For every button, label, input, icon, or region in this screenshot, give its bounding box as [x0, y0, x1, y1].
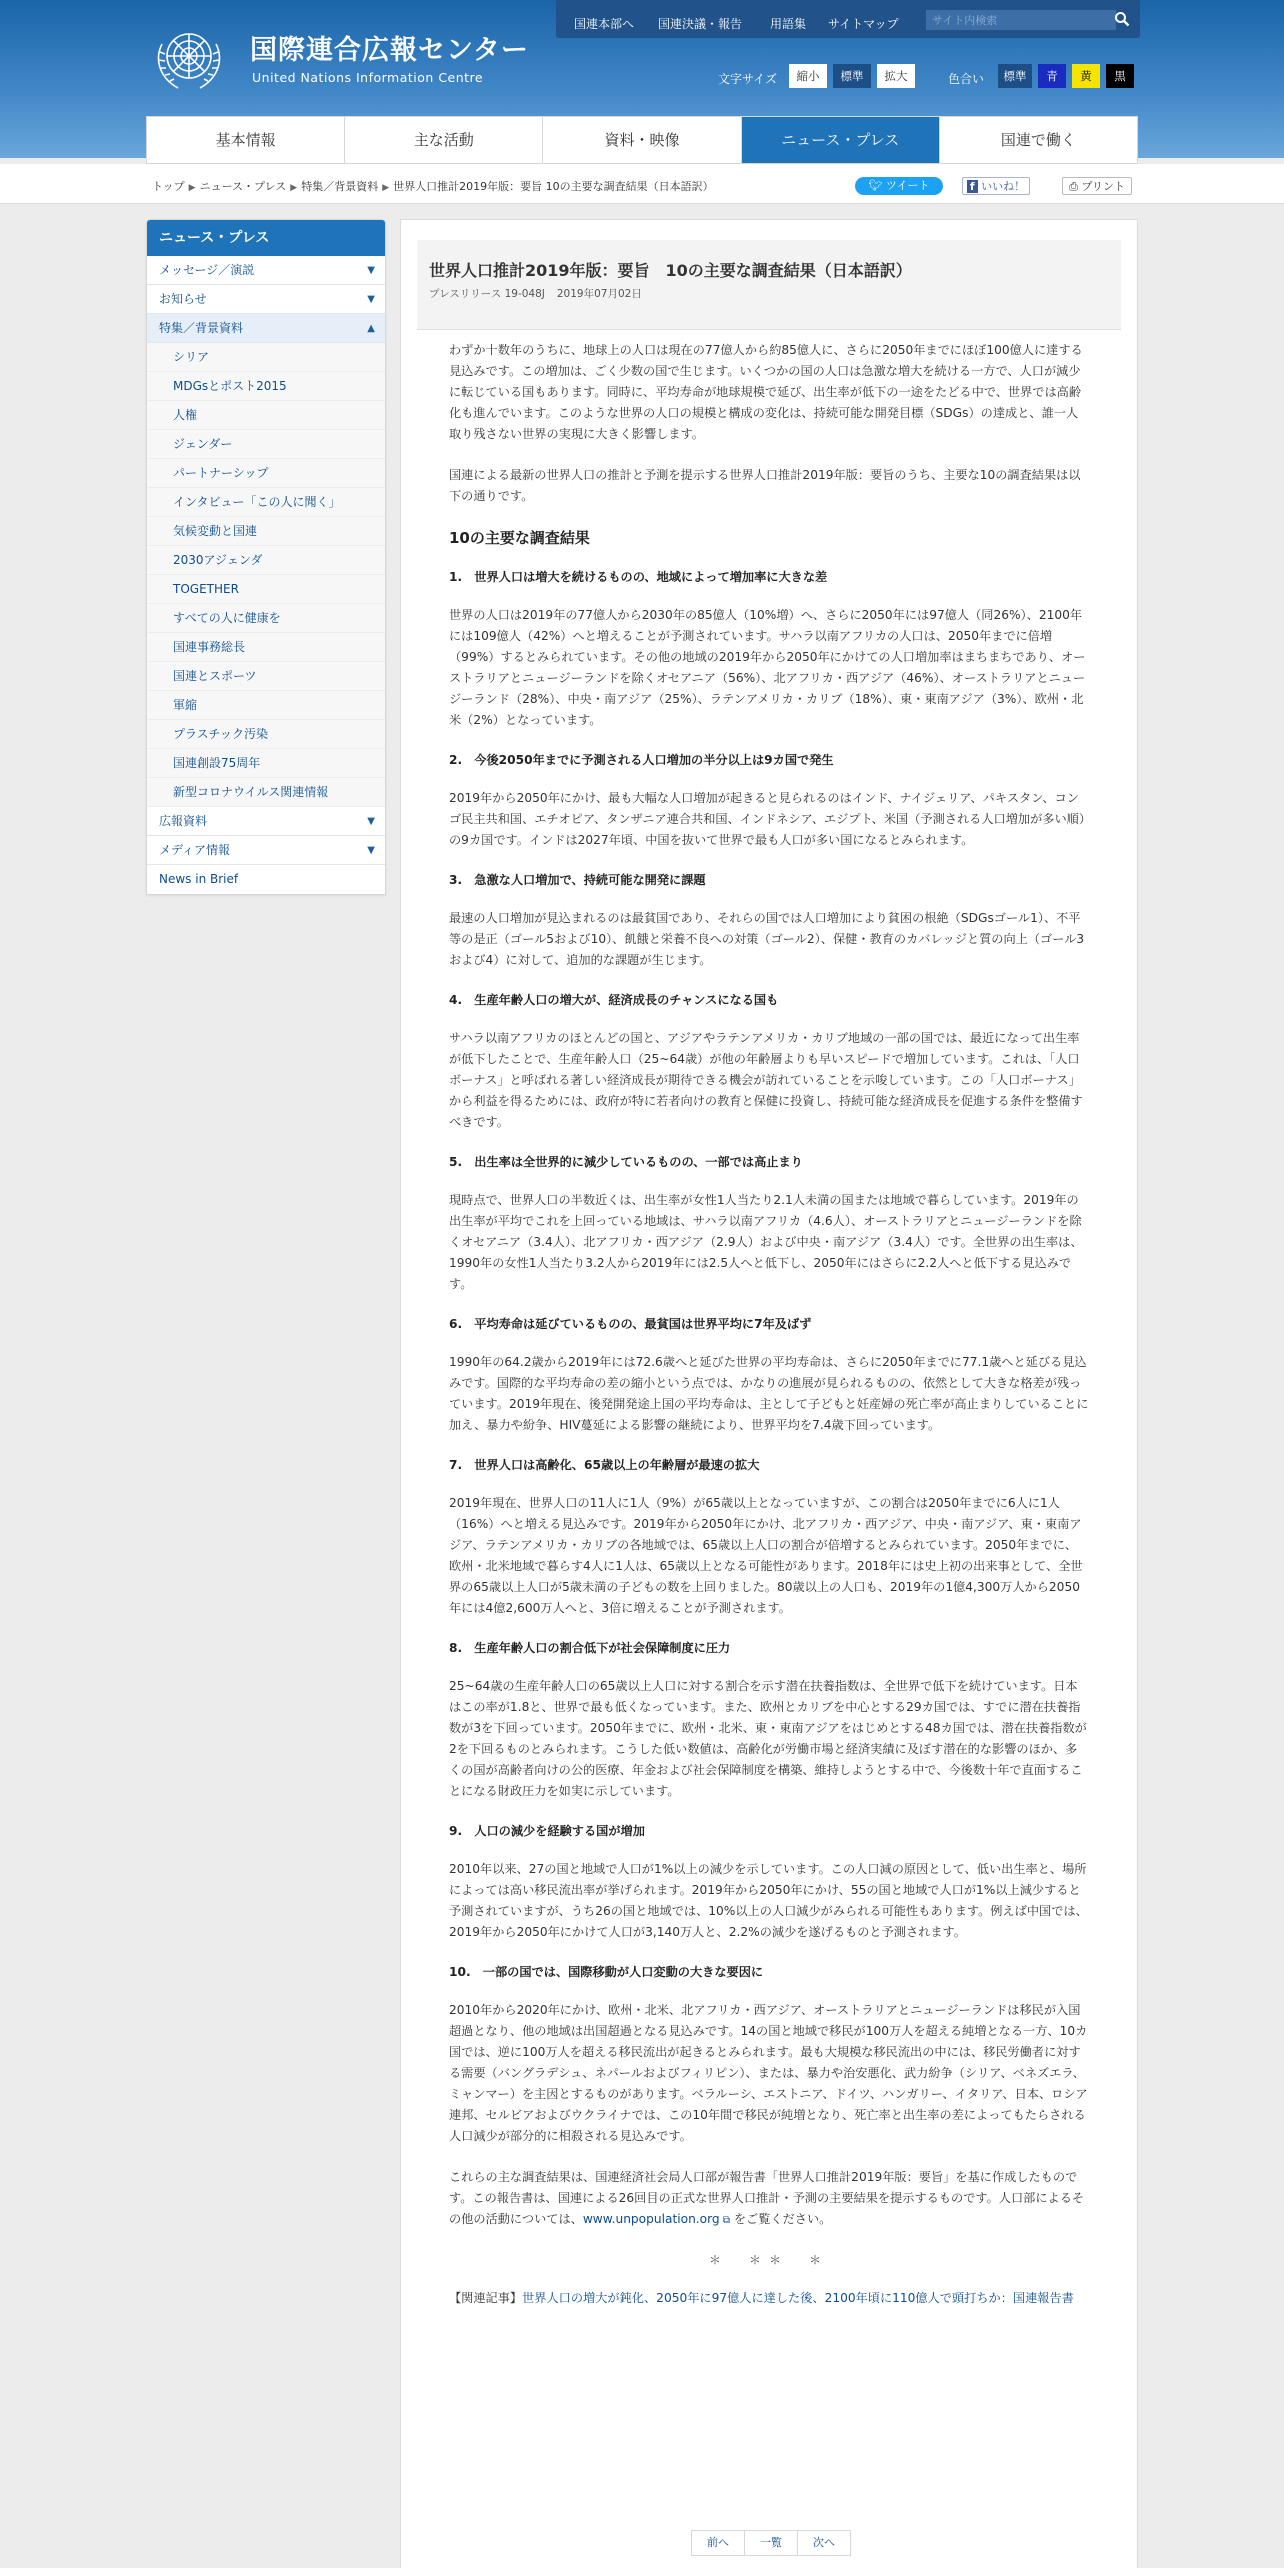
sidebar-subitem-human-rights[interactable]: 人権: [147, 401, 385, 430]
link-sitemap[interactable]: サイトマップ: [828, 17, 899, 31]
unpopulation-link[interactable]: www.unpopulation.org: [582, 2212, 720, 2226]
nav-main-activities[interactable]: 主な活動: [345, 117, 543, 163]
print-button[interactable]: [1062, 177, 1132, 195]
facebook-icon: f: [967, 180, 978, 193]
breadcrumb-current: 世界人口推計2019年版：要旨 10の主要な調査結果（日本語訳）: [393, 180, 714, 193]
closing-text-end: をご覧ください。: [729, 2212, 832, 2226]
search-icon: [1114, 11, 1130, 27]
site-subtitle: United Nations Information Centre: [252, 70, 484, 85]
sidebar: [146, 219, 386, 895]
sidebar-subitem-disarmament[interactable]: 軍縮: [147, 691, 385, 720]
list-button[interactable]: 一覧: [745, 2531, 798, 2555]
release-number: プレスリリース 19-048J: [429, 288, 545, 300]
finding-heading: 6. 平均寿命は延びているものの、最貧国は世界平均に7年及ばず: [449, 1317, 812, 1331]
intro-paragraph: わずか十数年のうちに、地球上の人口は現在の77億人から約85億人に、さらに2050年までにほぼ100億人に達する見込みです。この増加は、ごく少数の国で生じます。いくつかの国の人口は急激な増大を続ける一方で、人口が減少に転じている国もあります。同時に、平均寿命が地球規模で延び、出生率が低下の一途をたどる中で、世界では高齢化も進んでいます。このような世界の人口の規模と構成の変化は、持続可能な開発目標（SDGs）の達成と、誰一人取り残さない世界の実現に大きく影響します。: [449, 343, 1083, 441]
tweet-button[interactable]: [855, 177, 943, 195]
main-navigation: [146, 116, 1138, 164]
nav-basic-info[interactable]: 基本情報: [147, 117, 345, 163]
chevron-down-icon: ▼: [367, 845, 375, 856]
finding-text: 世界の人口は2019年の77億人から2030年の85億人（10%増）へ、さらに2050年には97億人（同26%）、2100年には109億人（42%）へと増えることが予測されています。サハラ以南アフリカの人口は、2050年までに倍増（99%）するとみられています。その他の地域の2019年から2050年にかけての人口増加率はまちまちであり、オーストラリアとニュージーランドを除くオセアニア（56%）、北アフリカ・西アジア（46%）、オーストラリアとニュージーランド（28%）、中央・南アジア（25%）、ラテンアメリカ・カリブ（18%）、東・東南アジア（3%）、欧州・北米（2%）となっています。: [449, 608, 1086, 727]
sidebar-subitem-together[interactable]: TOGETHER: [147, 575, 385, 604]
chevron-down-icon: ▼: [367, 816, 375, 827]
finding-text: 1990年の64.2歳から2019年には72.6歳へと延びた世界の平均寿命は、さらに2050年までに77.1歳へと延びる見込みです。国際的な平均寿命の差の縮小という点では、かなりの進展が見られるものの、依然として大きな格差が残っています。2019年現在、後発開発途上国の平均寿命は、主として子どもと妊産婦の死亡率が高止まりしていることに加え、暴力や紛争、HIV蔓延による影響の継続により、世界平均を7.4歳下回っています。: [449, 1355, 1089, 1432]
sidebar-heading: ニュース・プレス: [147, 220, 385, 256]
print-label: プリント: [1081, 180, 1125, 193]
finding-text: 2010年以来、27の国と地域で人口が1%以上の減少を示しています。この人口減の原因として、低い出生率と、場所によっては高い移民流出率が挙げられます。2019年から2050年にかけ、55の国と地域で人口が1%以上減少すると予測されていますが、うち26の国と地域では、10%以上の人口減少がみられる可能性もあります。例えば中国では、2019年から2050年にかけて人口が3,140万人と、2.2%の減少を遂げるものと予測されます。: [449, 1862, 1088, 1939]
color-standard-button[interactable]: 標準: [998, 64, 1032, 88]
search-input[interactable]: [926, 10, 1116, 30]
finding-text: 2019年から2050年にかけ、最も大幅な人口増加が起きると見られるのはインド、ナイジェリア、パキスタン、コンゴ民主共和国、エチオピア、タンザニア連合共和国、インドネシア、エジプト、米国（予測される人口増加が多い順）の9カ国です。インドは2027年頃、中国を抜いて世界で最も人口が多い国になるとみられます。: [449, 791, 1085, 847]
finding-heading: 4. 生産年齢人口の増大が、経済成長のチャンスになる国も: [449, 993, 779, 1007]
article-meta: [429, 286, 654, 301]
nav-work-at-un[interactable]: 国連で働く: [1000, 131, 1076, 149]
sidebar-subitem-plastic[interactable]: プラスチック汚染: [147, 720, 385, 749]
finding-heading: 1. 世界人口は増大を続けるものの、地域によって増加率に大きな差: [449, 570, 828, 584]
finding-heading: 10. 一部の国では、国際移動が人口変動の大きな要因に: [449, 1965, 764, 1979]
finding-text: 現時点で、世界人口の半数近くは、出生率が女性1人当たり2.1人未満の国または地域で暮らしています。2019年の出生率が平均でこれを上回っている地域は、サハラ以南アフリカ（4.6人）、オーストラリアとニュージーランドを除くオセアニア（3.4人）、北アフリカ・西アジア（2.9人）および中央・南アジア（3.4人）です。全世界の出生率は、1990年の女性1人当たり3.2人から2019年には2.5人へと低下し、2050年にはさらに2.2人へと低下する見込みです。: [449, 1193, 1083, 1291]
sidebar-item-media[interactable]: [147, 836, 385, 865]
search-button[interactable]: [1112, 10, 1132, 30]
finding-text: 2019年現在、世界人口の11人に1人（9%）が65歳以上となっていますが、この割合は2050年までに6人に1人（16%）へと増える見込みです。2019年から2050年にかけ、北アフリカ・西アジア、中央・南アジア、東・東南アジア、ラテンアメリカ・カリブの各地域では、65歳以上人口の割合が倍増するとみられています。2050年までに、欧州・北米地域で暮らす4人に1人は、65歳以上となる可能性があります。2018年には史上初の出来事として、全世界の65歳以上人口が5歳未満の子どもの数を上回りました。80歳以上の人口も、2019年の1億4,300万人から2050年には4億2,600万人へと、3倍に増えることが予測されます。: [449, 1496, 1083, 1615]
sidebar-item-label: メッセージ／演説: [159, 263, 255, 277]
related-article: [449, 2288, 1089, 2309]
twitter-bird-icon: 🐦︎: [868, 179, 883, 192]
sidebar-item-publications[interactable]: [147, 807, 385, 836]
sidebar-subitem-un75[interactable]: 国連創設75周年: [147, 749, 385, 778]
sidebar-item-announcements[interactable]: [147, 285, 385, 314]
section-heading: 10の主要な調査結果: [449, 529, 590, 547]
breadcrumb-separator-icon: ▶: [290, 183, 298, 193]
finding-heading: 2. 今後2050年までに予測される人口増加の半分以上は9カ国で発生: [449, 753, 834, 767]
chevron-down-icon: ▼: [367, 265, 375, 276]
font-size-large-button[interactable]: 拡大: [877, 64, 915, 88]
finding-text: 25~64歳の生産年齢人口の65歳以上人口に対する割合を示す潜在扶養指数は、全世界で低下を続けています。日本はこの率が1.8と、世界で最も低くなっています。また、欧州とカリブを中心とする29カ国では、すでに潜在扶養指数が3を下回っています。2050年までに、欧州・北米、東・東南アジアをはじめとする48カ国では、潜在扶養指数が2を下回るものとみられます。こうした低い数値は、高齢化が労働市場と経済実績に及ぼす潜在的な影響のほか、多くの国が高齢者向けの公的医療、年金および社会保障制度を構築、維持しようとする中で、今後数十年で直面することになる財政圧力を如実に示しています。: [449, 1679, 1087, 1798]
sidebar-subitem-sports[interactable]: 国連とスポーツ: [147, 662, 385, 691]
color-black-button[interactable]: 黒: [1106, 64, 1134, 88]
article: [400, 219, 1138, 2568]
breadcrumb: [152, 178, 714, 194]
breadcrumb-news-press[interactable]: ニュース・プレス: [199, 180, 287, 193]
sidebar-subitem-climate[interactable]: 気候変動と国連: [147, 517, 385, 546]
article-title: 世界人口推計2019年版：要旨 10の主要な調査結果（日本語訳）: [429, 261, 912, 280]
color-yellow-button[interactable]: 黄: [1072, 64, 1100, 88]
sidebar-item-label: お知らせ: [159, 292, 207, 306]
separator-stars: ＊ ＊＊ ＊: [708, 2253, 829, 2267]
sidebar-subitem-mdgs[interactable]: MDGsとポスト2015: [147, 372, 385, 401]
breadcrumb-home[interactable]: トップ: [152, 180, 185, 193]
external-link-icon: ⧉: [719, 2215, 730, 2226]
sidebar-item-label: メディア情報: [159, 843, 231, 857]
sidebar-item-label: 特集／背景資料: [159, 321, 244, 335]
release-date: 2019年07月02日: [556, 288, 642, 300]
breadcrumb-features[interactable]: 特集／背景資料: [301, 180, 379, 193]
finding-heading: 8. 生産年齢人口の割合低下が社会保障制度に圧力: [449, 1641, 731, 1655]
font-size-standard-button[interactable]: 標準: [833, 64, 871, 88]
finding-heading: 3. 急激な人口増加で、持続可能な開発に課題: [449, 873, 706, 887]
finding-text: 2010年から2020年にかけ、欧州・北米、北アフリカ・西アジア、オーストラリアとニュージーランドは移民が入国超過となり、他の地域は出国超過となる見込みです。14の国と地域で移民が100万人を超える純増となる一方、10カ国では、逆に100万人を超える移民流出が起きるとみられます。最も大規模な移民流出の中には、移民労働者に対する需要（バングラデシュ、ネパールおよびフィリピン）、または、暴力や治安悪化、武力紛争（シリア、ベネズエラ、ミャンマー）を主因とするものがあります。ベラルーシ、エストニア、ドイツ、ハンガリー、イタリア、日本、ロシア連邦、セルビアおよびウクライナでは、この10年間で移民が純増となり、死亡率と出生率の差によってもたらされる人口減少が部分的に相殺される見込みです。: [449, 2003, 1088, 2143]
sidebar-subitem-secretary-general[interactable]: 国連事務総長: [147, 633, 385, 662]
sidebar-subitem-agenda-2030[interactable]: 2030アジェンダ: [147, 546, 385, 575]
finding-text: 最速の人口増加が見込まれるのは最貧国であり、それらの国では人口増加により貧困の根絶（SDGsゴール1）、不平等の是正（ゴール5および10）、飢餓と栄養不良への対策（ゴール2）、保健・教育のカバレッジと質の向上（ゴール3および4）に対して、追加的な課題が生じます。: [449, 911, 1085, 967]
sidebar-subitem-partnership[interactable]: パートナーシップ: [147, 459, 385, 488]
next-button[interactable]: 次へ: [813, 2536, 835, 2549]
link-resolutions-reports[interactable]: 国連決議・報告: [658, 17, 743, 31]
font-size-small-button[interactable]: 縮小: [789, 64, 827, 88]
printer-icon: ⎙: [1069, 180, 1078, 193]
link-glossary[interactable]: 用語集: [770, 17, 807, 31]
finding-heading: 5. 出生率は全世界的に減少しているものの、一部では高止まり: [449, 1155, 803, 1169]
nav-news-press[interactable]: ニュース・プレス: [742, 117, 940, 163]
chevron-down-icon: ▼: [367, 294, 375, 305]
article-header: [417, 240, 1121, 330]
sidebar-item-label: 広報資料: [159, 814, 208, 828]
lead-paragraph: 国連による最新の世界人口の推計と予測を提示する世界人口推計2019年版：要旨のうち、主要な10の調査結果は以下の通りです。: [449, 468, 1081, 503]
finding-text: サハラ以南アフリカのほとんどの国と、アジアやラテンアメリカ・カリブ地域の一部の国では、最近になって出生率が低下したことで、生産年齢人口（25~64歳）が他の年齢層よりも早いスピードで増加しています。これは、「人口ボーナス」と呼ばれる著しい経済成長が期待できる機会が訪れていることを示唆しています。この「人口ボーナス」から利益を得るためには、政府が特に若者向けの教育と保健に投資し、持続可能な経済成長を促進する条件を整備すべきです。: [449, 1031, 1083, 1129]
pagination: [691, 2530, 851, 2556]
sidebar-item-features[interactable]: [147, 314, 385, 343]
tweet-label: ツイート: [886, 179, 930, 192]
nav-materials-video[interactable]: 資料・映像: [543, 117, 741, 163]
breadcrumb-separator-icon: ▶: [188, 183, 196, 193]
chevron-up-icon: ▲: [367, 323, 375, 334]
like-label: いいね！: [981, 180, 1026, 193]
un-emblem-icon[interactable]: [148, 22, 230, 94]
sidebar-subitem-interview[interactable]: インタビュー「この人に聞く」: [147, 488, 385, 517]
color-scheme-label: 色合い: [948, 72, 985, 86]
closing-text: これらの主な調査結果は、国連経済社会局人口部が報告書「世界人口推計2019年版：要旨」を基に作成したものです。この報告書は、国連による26回目の正式な世界人口推計・予測の主要結果を提示するものです。人口部によるその他の活動については、: [449, 2170, 1085, 2226]
related-article-link[interactable]: 世界人口の増大が鈍化、2050年に97億人に達した後、2100年頃に110億人で頭打ちか：国連報告書: [522, 2291, 1074, 2305]
finding-heading: 9. 人口の減少を経験する国が増加: [449, 1824, 645, 1838]
site-title[interactable]: 国際連合広報センター: [250, 35, 529, 66]
related-label: 【関連記事】: [449, 2291, 523, 2305]
sidebar-subitem-syria[interactable]: シリア: [147, 343, 385, 372]
closing-paragraph: [449, 2167, 1089, 2231]
sidebar-subitem-gender[interactable]: ジェンダー: [147, 430, 385, 459]
sidebar-item-messages[interactable]: [147, 256, 385, 285]
breadcrumb-bar: [0, 164, 1284, 204]
sidebar-item-label: News in Brief: [159, 872, 239, 886]
prev-button[interactable]: 前へ: [692, 2531, 745, 2555]
article-body: [449, 340, 1089, 2309]
font-size-label: 文字サイズ: [718, 72, 778, 86]
facebook-like-button[interactable]: [962, 177, 1030, 195]
breadcrumb-separator-icon: ▶: [382, 183, 390, 193]
finding-heading: 7. 世界人口は高齢化、65歳以上の年齢層が最速の拡大: [449, 1458, 760, 1472]
sidebar-subitem-health[interactable]: すべての人に健康を: [147, 604, 385, 633]
color-blue-button[interactable]: 青: [1038, 64, 1066, 88]
sidebar-item-news-in-brief[interactable]: [147, 865, 385, 894]
link-un-headquarters[interactable]: 国連本部へ: [574, 17, 635, 31]
sidebar-subitem-covid[interactable]: 新型コロナウイルス関連情報: [147, 778, 385, 807]
